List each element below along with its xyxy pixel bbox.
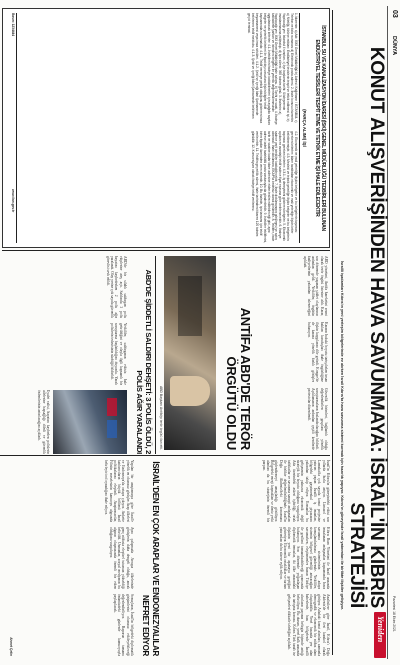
- main-headline: KONUT ALIŞVERİŞİNDEN HAVA SAVUNMAYA: İSRAİL'İN KIBRIS STRATEJİSİ: [346, 46, 387, 608]
- masthead-logo: [374, 612, 386, 658]
- notice-box: [2, 8, 330, 248]
- notice-footer-right: www.ilan.gov.tr: [11, 189, 15, 213]
- antifa-col-1: ABD yönetimi, Antifa hareketini resmi olarak terör örgütü listesine aldı. Karar, son dönemde yaşanan şiddet olaylarının ardından geldi. Yetkililer, örgütün faaliyetlerinin yakından izleneceğini açıkladı.: [302, 256, 328, 316]
- main-col-1: İsrail'in Kıbrıs'ın güneyindeki etkisi son yıllarda hızla artıyor. Limasol ve Larnaka'da çok sayıda konut projesine yatırım yapan İsrailli iş insanları, bölgedeki gayrimenkul piyasasını yakından takip ediyor. Uzmanlar bu gelişmenin yalnızca ekonomik değil stratejik bir boyutu olduğunu vurguluyor. Ada üzerindeki askeri işbirliği, ortak tatbikatlar ve savunma sanayii anlaşmaları ile birlikte değerlendirildiğinde, İsrail'in Doğu Akdeniz'deki konumunu güçlendirmeyi amaçladığı görülüyor. Bölgedeki enerji kaynakları ve deniz yetki alanları da bu stratejinin önemli bir parçası.: [261, 460, 330, 522]
- antifa-col-2: Kararın hukuki boyutu tartışılırken insan hakları kuruluşları ifade özgürlüğüne ilişkin kaygılarını dile getirdi. Kongre'de de karara yönelik farklı görüşler bulunuyor.: [306, 322, 328, 382]
- page-number: 03: [391, 10, 398, 18]
- police-col-3: Eyalet valisi, hayatını kaybeden polislerin ailelerine başsağlığı diledi ve güvenlik önlemlerinin artırılacağını açıkladı.: [37, 390, 50, 454]
- main-col-2: Kıbrıs Rum Yönetimi ile İsrail arasında imzalanan anlaşmalar kapsamında hava savunma sistemlerinin adaya konuşlandırılması gündemde. Yetkililer, sistemin bölgesel güvenliği artıracağını savunurken, eleştirmenler bunun Türkiye ile gerilimi tırmandırabileceği uyarısında bulunuyor. Son dönemde yoğunlaşan diplomatik temaslar, iki ülke arasındaki ilişkinin yeni bir aşamaya geçtiğini gösteriyor. Ekonomik ortaklıklar ve turizm yatırımları da bu sürece eşlik ediyor.: [278, 527, 330, 589]
- main-summary: İsrailli işadamları Kıbrıs'ın yeni yerleşim bölgelerinde ev alırken İsrail Kıbrıs'ta hava savunma sistemi kurmak için hazırlık yapıyor. Kıbrıs'ın güneyinde İsrail yatırımları ile birlikte ilişkiler gelişiyor.: [340, 260, 344, 610]
- police-headline: ABD'DE ŞİDDETLİ SALDIRI DEHŞETİ: 3 POLİS ÖLDÜ, 2 POLİS AĞIR YARALANDI: [135, 269, 153, 454]
- divider-mid: [155, 256, 156, 454]
- page-header-strip: [387, 6, 398, 659]
- police-photo: [53, 390, 127, 454]
- antifa-photo: [164, 256, 216, 450]
- right-article-headline: İSRAİL'DEN EN ÇOK ARAPLAR VE ENDONEZYALILAR NEFRET EDİYOR: [141, 461, 160, 656]
- police-col-2: Yetkililer, saldırganın etkisiz hale getirildiğini ve olayla ilgili kapsamlı bir soruşturma başlatıldığını duyurdu. Yaralı polislerin tedavisinin sürdüğü bildirildi.: [110, 323, 127, 385]
- photo-light-red: [107, 398, 117, 416]
- notice-footer-divider: [17, 13, 18, 243]
- antifa-photo-caption: ABD Başkanı Antifa'yı terör örgütü ilan etti.: [159, 386, 163, 450]
- notice-col-2: 4.2. Ekonomik ve mali yeterliğe ilişkin belgeler ve bu belgelerin taşıması gereken kriterler: İdare tarafından ekonomik ve mali yeterliğe ilişkin kriter belirtilmemiştir. 4.3. Mesleki ve teknik yeterliğe ilişkin belgeler ve bu belgelerin taşıması gereken kriterler: 4.3.1. İş deneyimini gösteren belgeler. 5. Ekonomik açıdan en avantajlı teklif sadece fiyat esasına göre belirlenecektir. 6. İhaleye sadece yerli istekliler katılabilecektir. 7. İhale dokümanının görülmesi ve satın alınması: İhale dokümanı, EKAP'ta bedelsiz olarak görülebilir. 8. Teklifler, ihale tarih ve saatine kadar idare adresine elden teslim edilebileceği gibi, aynı adrese iadeli taahhütlü posta vasıtasıyla da gönderilebilir. 9. İstekliler tekliflerini, birim fiyatlar üzerinden vereceklerdir. 10. Bu ihalede, işin tamamı için teklif verilecektir. 11. Teklifin geçerlilik süresi, ihale tarihinden itibaren 120 takvim günüdür. 12. Konsorsiyum olarak ihaleye teklif verilemez.: [251, 131, 298, 243]
- logo-text: Yeniden: [376, 616, 385, 643]
- notice-subtitle: (PARÇA ALIMI) İŞİ: [302, 109, 307, 147]
- right-col-1: Yapılan bir araştırmaya göre İsrail'e yönelik en olumsuz görüşler Arap ülkeleri ve Endonezya'da ortaya çıkıyor. Ankette katılımcıların büyük bölümü İsrail politikalarını eleştirdi. Araştırmacılar, Filistin meselesinin kamuoyu algısında belirleyici rol oynadığını ifade ediyor.: [104, 460, 134, 522]
- photo-light-blue: [107, 420, 117, 438]
- divider-top: [332, 10, 333, 655]
- antifa-col-3: Güvenlik birimleri, bağlantılı olduğu değerlendirilen gruplara yönelik soruşturmaların hızlandırılacağını bildirdi. Açıklamanın ardından çeşitli kentlerde protestolar düzenlendi.: [306, 388, 328, 450]
- column-divider-2: [180, 250, 330, 251]
- column-divider-1: [0, 455, 330, 456]
- notice-col-1: 1. İdarenin: a) Adı: İSKİ Genel Müdürlüğü b) Adresi: Kağıthane / İSTANBUL c) Telefon ve faks numarası d) Elektronik posta adresi. 2. İhale konusu hizmetin: a) Niteliği, türü ve miktarı: Endüstriyel tesislerin tespit ve tetkik edilmesi işi. b) Yapılacağı yer: İstanbul il sınırları. c) İşe başlama tarihi: Sözleşmenin imzalanmasına müteakip. d) İşin süresi: 365 takvim günü. 3. İhalenin: a) Yapılacağı yer: İSKİ Genel Müdürlüğü ihale salonu. b) Tarihi ve saati. 4. İhaleye katılabilme şartları ve istenilen belgeler ile yeterlik değerlendirmesinde uygulanacak kriterler: 4.1. İsteklilerin ihaleye katılabilmeleri için aşağıda sayılan belgeler ve yeterlik kriterleri ile fiyat dışı unsurlara ilişkin bilgiler teklif kapsamında sunulmalıdır. 4.1.1. Teklif vermeye yetkili olduğunu gösteren imza beyannamesi veya imza sirküleri. 4.1.2. Şekli ve içeriği İdari Şartnamede belirlenen teklif mektubu. 4.1.3. Şekli ve içeriği İdari Şartnamede belirlenen geçici teminat.: [247, 13, 298, 125]
- date-line: Pazartesi 18 Ekim 2021: [392, 596, 396, 632]
- notice-footer-left: Basın: 1234444: [11, 13, 15, 37]
- right-col-2: Aynı çalışmada Avrupa ülkelerinde görüşlerin daha dengeli olduğu, ancak genç nüfusta eleştirel tutumun yükseldiği belirtildi. Uzmanlar, sosyal medyanın bu algının oluşmasında önemli bir etken olduğunu vurguluyor.: [108, 527, 134, 589]
- column-divider-3: [2, 250, 180, 251]
- photo-shadow: [178, 276, 202, 336]
- main-col-3: Analistlere göre İsrail, Kıbrıs'ı Doğu Akdeniz'de bir ileri karakol olarak görüyor. Adadaki konut alımları, zamanla demografik ve ekonomik bir nüfuz alanı oluşturabilir. Yerel basında yer alan haberlerde, bazı bölgelerde İsrailli alıcıların payının belirgin biçimde arttığı belirtiliyor. Bu durum, yerel halk arasında da tartışma konusu. Kıbrıs Türk tarafı ise gelişmeleri dikkatle izlediğini açıkladı.: [287, 594, 330, 656]
- police-col-1: ABD'de bir silahlı saldırgan polis ekiplerine ateş açtı. Saldırıda 3 polis hayatını kaybederken 2 polis ağır yaralandı. Olay yerine çok sayıda güvenlik görevlisi sevk edildi.: [105, 256, 127, 318]
- section-label: DÜNYA: [391, 36, 397, 56]
- notice-title: İSTANBUL SU VE KANALİZASYON İDARESİ (İSKİ) GENEL MÜDÜRLÜĞÜ TEDBİRLERİ BULUNAN ENDÜSTRİYEL TESİSLERİ TESPİT ETME VE TETKİK ETME İŞİ İHALE EDİLECEKTİR: [314, 25, 326, 231]
- antifa-headline: ANTİFA ABD'DE TERÖR ÖRGÜTÜ OLDU: [224, 307, 253, 450]
- notice-divider: [300, 13, 301, 243]
- right-article-byline: Ahmet Çetin: [9, 637, 13, 656]
- right-col-3: Sonuçların, İsrail'in bölgedeki diplomatik girişimlerini olumsuz etkileyebileceği değerlendiriliyor. Raporun tamamı önümüzdeki günlerde kamuoyuyla paylaşılacak.: [112, 594, 134, 656]
- photo-figure: [170, 376, 210, 406]
